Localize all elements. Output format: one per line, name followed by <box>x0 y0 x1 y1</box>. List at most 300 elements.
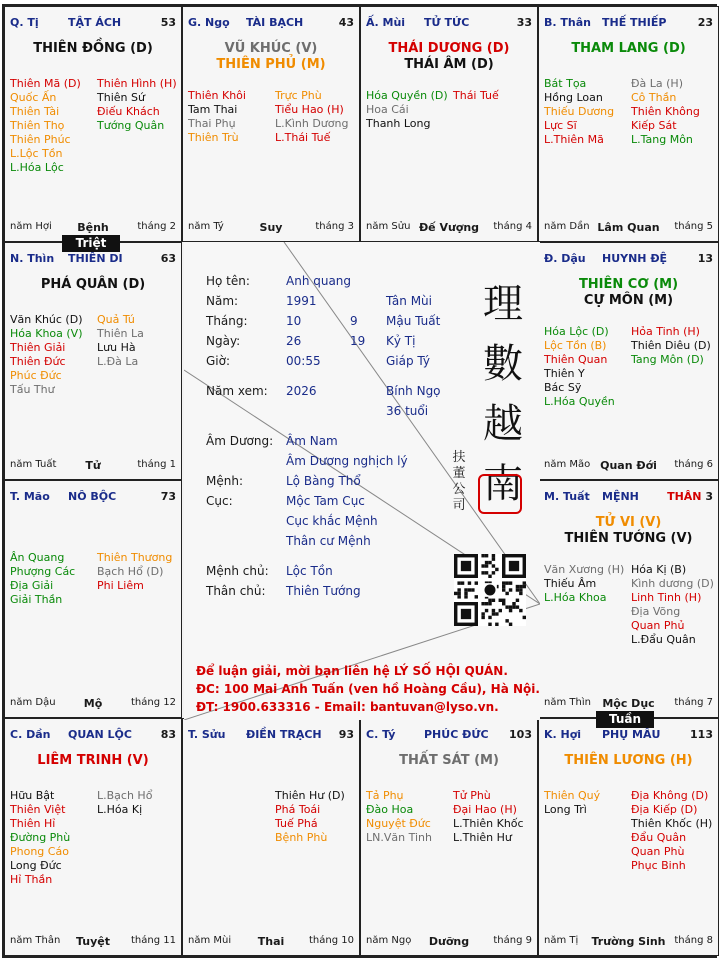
life-stage: Mộ <box>83 697 103 710</box>
minor-star: L.Thiên Hư <box>453 831 512 844</box>
palace-branch: M. Tuất <box>544 490 590 503</box>
minor-star: Thiên Diêu (D) <box>631 339 711 352</box>
minor-star: Địa Giải <box>10 579 54 592</box>
minor-star: Thiên Hình (H) <box>97 77 177 90</box>
minor-star: Quan Phù <box>631 845 685 858</box>
palace-footer <box>544 459 713 473</box>
minor-star: Thiếu Dương <box>544 105 615 118</box>
info-value: Mộc Tam Cục <box>286 494 365 508</box>
main-stars <box>539 753 718 769</box>
palace-header <box>10 16 176 30</box>
palace-name: QUAN LỘC <box>68 728 132 741</box>
month-label: tháng 11 <box>131 935 176 946</box>
minor-star: L.Lộc Tồn <box>10 147 63 160</box>
minor-stars-left <box>10 313 83 397</box>
minor-star: Thiên Phúc <box>10 133 71 146</box>
minor-star: Kiếp Sát <box>631 119 677 132</box>
minor-stars-left <box>366 89 448 131</box>
minor-star: Phá Toái <box>275 803 321 816</box>
info-value: Cục khắc Mệnh <box>286 514 378 528</box>
year-label: năm Ngọ <box>366 935 412 946</box>
minor-stars-right <box>97 77 177 133</box>
main-stars <box>539 41 718 57</box>
minor-star: Văn Xương (H) <box>544 563 625 576</box>
palace-number-value: 3 <box>701 490 713 503</box>
minor-star: Tấu Thư <box>10 383 55 396</box>
year-label: năm Mùi <box>188 935 232 946</box>
info-value: 1991 <box>286 294 317 308</box>
year-label: năm Sửu <box>366 221 411 232</box>
main-stars <box>539 277 718 309</box>
minor-star: L.Hóa Kị <box>97 803 143 816</box>
palace-name: THIÊN DI <box>68 252 123 265</box>
info-value: 9 <box>350 314 358 328</box>
minor-star: Tướng Quân <box>97 119 165 132</box>
minor-star: L.Thiên Mã <box>544 133 604 146</box>
minor-star: Hữu Bật <box>10 789 55 802</box>
info-value: 2026 <box>286 384 317 398</box>
logo-side-text: 扶董公司 <box>452 450 466 513</box>
info-value: 10 <box>286 314 302 328</box>
minor-star: Thiên Hỉ <box>10 817 56 830</box>
palace-number: 53 <box>160 16 176 29</box>
year-label: năm Mão <box>544 459 591 470</box>
minor-star: Địa Kiếp (D) <box>631 803 698 816</box>
red-seal <box>478 474 522 514</box>
year-label: năm Tý <box>188 221 224 232</box>
palace-cell[interactable] <box>538 718 719 956</box>
minor-star: Phúc Đức <box>10 369 62 382</box>
main-star: THIÊN CƠ (M) <box>578 277 679 292</box>
minor-star: Tiểu Hao (H) <box>275 103 344 116</box>
minor-star: Đào Hoa <box>366 803 414 816</box>
palace-header <box>188 728 354 742</box>
month-label: tháng 8 <box>674 935 713 946</box>
palace-number: 23 <box>697 16 713 29</box>
life-stage: Trường Sinh <box>591 935 666 948</box>
minor-star: Hồng Loan <box>544 91 603 104</box>
minor-star: Long Đức <box>10 859 62 872</box>
info-value: 36 tuổi <box>386 404 429 418</box>
minor-star: L.Tang Môn <box>631 133 693 146</box>
palace-header <box>366 16 532 30</box>
palace-branch: Q. Tị <box>10 16 39 29</box>
minor-star: Thiên Đức <box>10 355 66 368</box>
palace-header <box>544 252 713 266</box>
info-value: Âm Nam <box>286 434 338 448</box>
palace-cell[interactable] <box>4 718 182 956</box>
palace-name: NÔ BỘC <box>68 490 117 503</box>
info-value: 26 <box>286 334 302 348</box>
logo-char: 越 <box>483 401 523 447</box>
minor-star: Đường Phù <box>10 831 71 844</box>
minor-star: Hỉ Thần <box>10 873 53 886</box>
minor-star: Bác Sỹ <box>544 381 582 394</box>
minor-star: L.Hóa Khoa <box>544 591 607 604</box>
palace-footer <box>366 935 532 949</box>
main-star: THIÊN ĐỒNG (D) <box>33 41 153 56</box>
main-star: TỬ VI (V) <box>595 515 662 530</box>
life-stage: Bệnh <box>77 221 109 234</box>
month-label: tháng 12 <box>131 697 176 708</box>
palace-name: MỆNH <box>602 490 639 503</box>
minor-star: Tả Phụ <box>366 789 404 802</box>
palace-footer <box>188 935 354 949</box>
minor-star: Quốc Ấn <box>10 91 57 104</box>
palace-name: ĐIỀN TRẠCH <box>246 728 322 741</box>
year-label: năm Thìn <box>544 697 591 708</box>
minor-star: Thiên Giải <box>10 341 66 354</box>
palace-header <box>544 16 713 30</box>
minor-star: Phục Binh <box>631 859 686 872</box>
minor-star: Thiên Không <box>631 105 700 118</box>
minor-star: Lưu Hà <box>97 341 136 354</box>
palace-number: 73 <box>160 490 176 503</box>
palace-branch: Đ. Dậu <box>544 252 586 265</box>
palace-footer <box>10 459 176 473</box>
minor-stars-right <box>453 89 499 103</box>
minor-star: Thiên Việt <box>10 803 66 816</box>
palace-branch: Ấ. Mùi <box>366 16 406 29</box>
minor-star: L.Bạch Hổ <box>97 789 153 802</box>
info-value: 00:55 <box>286 354 321 368</box>
palace-name: PHỤ MẪU <box>602 728 661 741</box>
minor-stars-left <box>544 563 624 605</box>
palace-name: THẾ THIẾP <box>602 16 667 29</box>
minor-star: Bát Tọa <box>544 77 587 90</box>
minor-star: Thiên Tài <box>10 105 60 118</box>
minor-stars-right <box>631 789 712 873</box>
minor-star: Thiên Trù <box>188 131 239 144</box>
palace-footer <box>10 935 176 949</box>
minor-star: Hóa Quyền (D) <box>366 89 448 102</box>
palace-number: 93 <box>338 728 354 741</box>
year-label: năm Tị <box>544 935 579 946</box>
month-label: tháng 2 <box>137 221 176 232</box>
minor-star: Đẩu Quân <box>631 831 687 844</box>
logo-char: 理 <box>483 281 523 327</box>
minor-star: Phượng Các <box>10 565 76 578</box>
main-stars <box>361 753 537 769</box>
info-label: Âm Dương: <box>206 434 274 448</box>
main-star: THIÊN TƯỚNG (V) <box>564 531 693 546</box>
minor-star: Thiên Khốc (H) <box>631 817 713 830</box>
minor-stars-left <box>366 789 432 845</box>
palace-branch: T. Mão <box>10 490 50 503</box>
minor-star: Hóa Khoa (V) <box>10 327 83 340</box>
info-value: Mậu Tuất <box>386 314 441 328</box>
main-stars <box>361 41 537 73</box>
minor-star: Tam Thai <box>188 103 238 116</box>
minor-star: Thiên Hư (D) <box>275 789 345 802</box>
minor-star: Hỏa Tinh (H) <box>631 325 700 338</box>
main-stars <box>5 753 181 769</box>
palace-cell[interactable] <box>4 6 182 242</box>
minor-star: Hóa Kị (B) <box>631 563 687 576</box>
month-label: tháng 10 <box>309 935 354 946</box>
palace-number: 83 <box>160 728 176 741</box>
minor-stars-right <box>453 789 524 845</box>
minor-star: L.Hóa Quyền <box>544 395 615 408</box>
palace-branch: G. Ngọ <box>188 16 230 29</box>
minor-stars-right <box>631 77 700 147</box>
info-label: Năm: <box>206 294 239 308</box>
palace-cell[interactable] <box>182 718 360 956</box>
year-label: năm Thân <box>10 935 61 946</box>
month-label: tháng 7 <box>674 697 713 708</box>
minor-stars-right <box>97 313 144 369</box>
info-value: Giáp Tý <box>386 354 430 368</box>
minor-star: Địa Võng <box>631 605 681 618</box>
year-label: năm Hợi <box>10 221 52 232</box>
minor-star: L.Hóa Lộc <box>10 161 64 174</box>
minor-star: L.Thái Tuế <box>275 131 331 144</box>
palace-cell[interactable] <box>4 480 182 718</box>
minor-star: Bệnh Phù <box>275 831 328 844</box>
minor-star: Bạch Hổ (D) <box>97 565 164 578</box>
info-value: Lộc Tồn <box>286 564 333 578</box>
minor-star: Hóa Lộc (D) <box>544 325 609 338</box>
month-label: tháng 6 <box>674 459 713 470</box>
contact-line: ĐC: 100 Mai Anh Tuấn (ven hồ Hoàng Cầu), Hà Nội. <box>196 682 540 696</box>
main-star: THÁI DƯƠNG (D) <box>388 41 510 56</box>
year-label: năm Dậu <box>10 697 56 708</box>
year-label: năm Tuất <box>10 459 57 470</box>
palace-footer <box>188 221 354 235</box>
minor-star: Tang Môn (D) <box>631 353 704 366</box>
minor-stars-left <box>10 77 81 175</box>
minor-star: Lực Sĩ <box>544 119 577 132</box>
main-star: THIÊN PHỦ (M) <box>216 57 326 72</box>
minor-stars-left <box>10 551 75 607</box>
logo-char: 南 <box>483 461 523 507</box>
palace-number: 63 <box>160 252 176 265</box>
life-stage: Tuyệt <box>75 935 111 948</box>
minor-star: Thiếu Âm <box>544 577 597 590</box>
palace-cell[interactable] <box>538 242 719 480</box>
info-label: Ngày: <box>206 334 241 348</box>
main-star: VŨ KHÚC (V) <box>224 41 318 56</box>
main-star: THAM LANG (D) <box>571 41 686 56</box>
minor-stars-left <box>544 325 615 409</box>
minor-star: Thái Tuế <box>453 89 499 102</box>
minor-stars-left <box>544 77 614 147</box>
palace-name: PHÚC ĐỨC <box>424 728 489 741</box>
palace-header <box>544 490 713 504</box>
palace-cell[interactable] <box>360 718 538 956</box>
month-label: tháng 4 <box>493 221 532 232</box>
month-label: tháng 5 <box>674 221 713 232</box>
minor-star: Đại Hao (H) <box>453 803 517 816</box>
palace-footer <box>366 221 532 235</box>
minor-stars-right <box>275 789 345 845</box>
palace-name: HUYNH ĐỆ <box>602 252 668 265</box>
palace-header <box>10 490 176 504</box>
minor-star: Thai Phụ <box>188 117 236 130</box>
contact-line: ĐT: 1900.633316 - Email: bantuvan@lyso.vn. <box>196 700 499 714</box>
info-label: Cục: <box>206 494 233 508</box>
info-value: Lộ Bàng Thổ <box>286 474 361 488</box>
palace-name: TỬ TỨC <box>424 16 470 29</box>
minor-star: Thiên Sứ <box>97 91 145 104</box>
month-label: tháng 3 <box>315 221 354 232</box>
minor-star: Thiên Thương <box>97 551 173 564</box>
minor-star: Phi Liêm <box>97 579 144 592</box>
life-stage: Suy <box>259 221 283 234</box>
info-label: Tháng: <box>206 314 248 328</box>
minor-stars-right <box>97 551 172 593</box>
info-value: 19 <box>350 334 366 348</box>
life-stage: Dưỡng <box>428 935 470 948</box>
minor-star: Ân Quang <box>10 551 65 564</box>
minor-stars-right <box>275 89 348 145</box>
minor-star: Quan Phủ <box>631 619 685 632</box>
minor-star: Nguyệt Đức <box>366 817 431 830</box>
minor-star: Phong Cáo <box>10 845 69 858</box>
minor-star: Thiên Quý <box>544 789 601 802</box>
palace-footer <box>544 935 713 949</box>
minor-star: Tử Phù <box>453 789 491 802</box>
palace-branch: N. Thìn <box>10 252 55 265</box>
month-label: tháng 1 <box>137 459 176 470</box>
palace-number: 113 <box>690 728 713 741</box>
info-value: Bính Ngọ <box>386 384 441 398</box>
minor-star: Địa Không (D) <box>631 789 709 802</box>
main-stars <box>5 277 181 293</box>
minor-stars-right <box>97 789 152 817</box>
info-value: Âm Dương nghịch lý <box>286 454 408 468</box>
logo-char: 數 <box>483 341 523 387</box>
life-stage: Tử <box>85 459 101 472</box>
main-stars <box>5 41 181 57</box>
main-star: THIÊN LƯƠNG (H) <box>564 753 693 768</box>
life-stage: Mộc Dục <box>602 697 655 710</box>
palace-cell[interactable] <box>360 6 538 242</box>
minor-star: L.Đà La <box>97 355 139 368</box>
minor-star: Cô Thần <box>631 91 677 104</box>
minor-star: Hoa Cái <box>366 103 409 116</box>
palace-name: TẬT ÁCH <box>68 16 122 29</box>
minor-stars-left <box>10 789 70 887</box>
info-label: Mệnh chủ: <box>206 564 269 578</box>
minor-star: LN.Văn Tinh <box>366 831 432 844</box>
tuan-marker: Tuần <box>596 711 654 728</box>
minor-star: Thanh Long <box>366 117 431 130</box>
main-stars <box>183 41 359 73</box>
palace-footer <box>10 697 176 711</box>
minor-star: Linh Tinh (H) <box>631 591 702 604</box>
than-label: THÂN <box>667 490 702 503</box>
palace-number: 13 <box>697 252 713 265</box>
minor-star: Lộc Tồn (B) <box>544 339 607 352</box>
minor-star: Đà La (H) <box>631 77 683 90</box>
info-label: Thân chủ: <box>206 584 266 598</box>
minor-stars-left <box>188 89 246 145</box>
palace-branch: B. Thân <box>544 16 591 29</box>
main-star: LIÊM TRINH (V) <box>37 753 149 768</box>
minor-star: Thiên Khôi <box>188 89 246 102</box>
palace-header <box>188 16 354 30</box>
qr-code <box>454 554 526 626</box>
minor-star: Thiên La <box>97 327 144 340</box>
minor-star: Thiên Thọ <box>10 119 65 132</box>
main-star: THẤT SÁT (M) <box>399 753 499 768</box>
life-stage: Lâm Quan <box>597 221 660 234</box>
palace-number: 103 <box>509 728 532 741</box>
palace-header <box>10 252 176 266</box>
minor-star: Điếu Khách <box>97 105 160 118</box>
info-value: Kỷ Tị <box>386 334 416 348</box>
main-star: THÁI ÂM (D) <box>404 57 494 72</box>
minor-star: L.Đẩu Quân <box>631 633 696 646</box>
minor-star: Kình dương (D) <box>631 577 714 590</box>
main-stars <box>539 515 718 547</box>
minor-star: Long Trì <box>544 803 587 816</box>
life-stage: Thai <box>257 935 285 948</box>
palace-branch: C. Tý <box>366 728 396 741</box>
minor-star: Trực Phù <box>275 89 322 102</box>
palace-number <box>667 490 713 503</box>
minor-star: L.Thiên Khốc <box>453 817 524 830</box>
palace-branch: T. Sửu <box>188 728 226 741</box>
minor-star: Văn Khúc (D) <box>10 313 83 326</box>
palace-cell[interactable] <box>182 6 360 242</box>
life-stage: Đế Vượng <box>418 221 480 234</box>
palace-name: TÀI BẠCH <box>246 16 304 29</box>
minor-stars-right <box>631 325 711 367</box>
info-label: Mệnh: <box>206 474 243 488</box>
main-star: PHÁ QUÂN (D) <box>40 277 146 292</box>
tuvi-chart <box>2 4 717 958</box>
minor-star: Giải Thần <box>10 593 63 606</box>
year-label: năm Dần <box>544 221 590 232</box>
palace-cell[interactable] <box>538 480 719 718</box>
contact-line: Để luận giải, mời bạn liên hệ LÝ SỐ HỘI QUÁN. <box>196 664 508 678</box>
palace-branch: C. Dần <box>10 728 51 741</box>
palace-cell[interactable] <box>4 242 182 480</box>
palace-number: 33 <box>516 16 532 29</box>
minor-star: L.Kình Dương <box>275 117 349 130</box>
palace-footer <box>544 221 713 235</box>
palace-cell[interactable] <box>538 6 719 242</box>
palace-footer <box>10 221 176 235</box>
center-info-panel <box>184 242 540 720</box>
triet-marker: Triệt <box>62 235 120 252</box>
info-value: Thân cư Mệnh <box>286 534 371 548</box>
info-label: Năm xem: <box>206 384 268 398</box>
month-label: tháng 9 <box>493 935 532 946</box>
palace-header <box>544 728 713 742</box>
info-label: Họ tên: <box>206 274 250 288</box>
minor-star: Thiên Y <box>544 367 585 380</box>
palace-header <box>10 728 176 742</box>
info-value: Tân Mùi <box>386 294 432 308</box>
minor-star: Quả Tú <box>97 313 135 326</box>
minor-stars-left <box>544 789 600 817</box>
minor-star: Thiên Quan <box>544 353 608 366</box>
info-label: Giờ: <box>206 354 231 368</box>
main-star: CỰ MÔN (M) <box>583 293 674 308</box>
life-stage: Quan Đới <box>600 459 657 472</box>
info-value: Thiên Tướng <box>286 584 361 598</box>
palace-header <box>366 728 532 742</box>
palace-number: 43 <box>338 16 354 29</box>
minor-star: Thiên Mã (D) <box>10 77 81 90</box>
minor-stars-right <box>631 563 714 647</box>
minor-star: Tuế Phá <box>275 817 318 830</box>
info-value: Anh quang <box>286 274 352 288</box>
palace-footer <box>544 697 713 711</box>
